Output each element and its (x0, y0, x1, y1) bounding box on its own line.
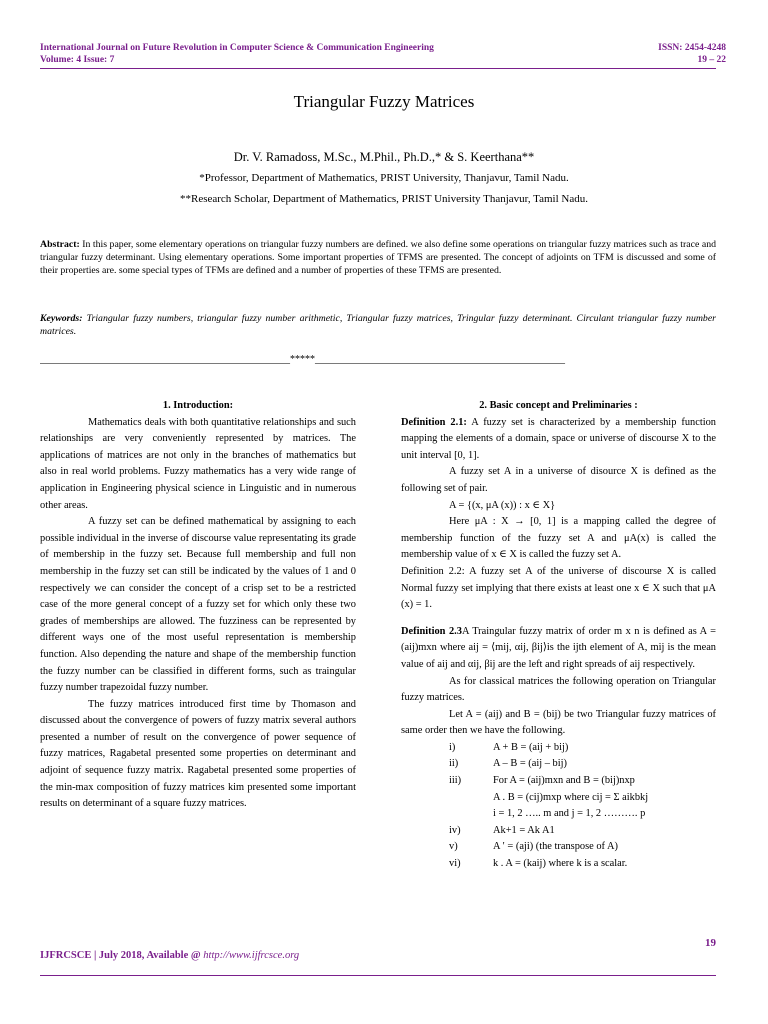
paper-authors: Dr. V. Ramadoss, M.Sc., M.Phil., Ph.D.,* & S. Keerthana** (233, 150, 535, 164)
intro-paragraph-2: A fuzzy set can be defined mathematical by assigning to each possible individual in the inverse of discourse value representating its grade of membership in the fuzzy set. Because full membership and full non membership in the fuzzy set can still be indicated by the values of 1 and 0 respectively we can consider the concept of a crisp set to be a restricted case of the more general concept of a fuzzy set for which only these two grades of memberships are allowed. The fuzziness can be represented by different ways one of the most useful representation is membership function. Also depending the nature and shape of the membership function the fuzzy number can be classified in different forms, such as traingular fuzzy number trapezoidal fuzzy number. (40, 516, 356, 694)
list-item: iv) Ak+1 = Ak A1 (449, 824, 555, 836)
keywords-text: Triangular fuzzy numbers, triangular fuzzy number arithmetic, Triangular fuzzy matrices, Tringular fuzzy determinant. Circulant triangular fuzzy number matrices. (40, 313, 716, 337)
list-item: ii) A – B = (aij – bij) (449, 758, 567, 770)
list-item: A . B = (cij)mxp where cij = Σ aikbkj (493, 791, 649, 803)
set-formula: A = {(x, μA (x)) : x ∈ X} (449, 499, 556, 511)
paper-title: Triangular Fuzzy Matrices (293, 92, 475, 111)
abstract-text: In this paper, some elementary operations on triangular fuzzy numbers are defined. we also define some operations on triangular fuzzy matrices such as trace and triangular fuzzy determinant. Using elementary operations. Some important properties of TFMS are presented. The concept of adjoints on TFM is discussed and some of their properties are. some special types of TFMs are defined and a number of properties of these TFMS are presented. (40, 239, 716, 276)
list-item: i = 1, 2 ….. m and j = 1, 2 ………. p (493, 808, 646, 820)
list-item: i) A + B = (aij + bij) (449, 741, 569, 753)
definition-2-1 (401, 415, 716, 465)
membership-line: Here μA : X → [0, 1] is a mapping called the degree of membership function of the fuzzy set A and μA(x) is called the membership value of x ∈ X is called the fuzzy set A. (401, 516, 716, 561)
journal-volume: Volume: 4 Issue: 7 (40, 55, 115, 65)
list-item: v) A ′ = (aji) (the transpose of A) (449, 841, 618, 853)
abstract-label: Abstract: (40, 239, 80, 250)
affiliation-2: **Research Scholar, Department of Mathematics, PRIST University Thanjavur, Tamil Nadu. (179, 193, 588, 205)
right-column (401, 398, 716, 873)
footer (40, 950, 299, 961)
definition-2-1-label: Definition 2.1: (401, 416, 467, 428)
footer-link[interactable]: http://www.ijfrcsce.org (203, 950, 300, 961)
operations-list (401, 740, 716, 873)
journal-header (40, 42, 560, 66)
header-rule (40, 68, 716, 69)
fuzzy-set-line: A fuzzy set A in a universe of disource X is defined as the following set of pair. (401, 466, 716, 494)
footer-text: IJFRCSCE | July 2018, Available @ (40, 950, 204, 961)
definition-2-3-text: A Traingular fuzzy matrix of order m x n is defined as A = (aij)mxn where aij = ⟨mij, αij, βij⟩is the ijth element of A, mij is the mean value of aij and αij, βij are the left and right spreads of aij respectively. (401, 625, 716, 670)
intro-paragraph-3: The fuzzy matrices introduced first time by Thomason and discussed about the convergence of powers of fuzzy matrix several authors presented a number of result on the convergence of power sequence of fuzzy matrices, Ragabetal presented some properties on determinant and adjoint of sequence fuzzy matrix. Ragabetal presented some properties of the min-max composition of fuzzy matrices kim presented some important results on determinant of a square fuzzy matrices. (40, 698, 356, 810)
let-line: Let A = (aij) and B = (bij) be two Triangular fuzzy matrices of same order then we have the following. (401, 708, 716, 737)
journal-pages: 19 – 22 (697, 55, 726, 65)
keywords (40, 312, 716, 338)
definition-2-2: Definition 2.2: A fuzzy set A of the universe of discourse X is called Normal fuzzy set implying that there exists at least one x ∈ X such that μA (x) = 1. (401, 565, 716, 611)
journal-issn-block (546, 42, 726, 66)
preliminaries-heading: 2. Basic concept and Preliminaries : (479, 400, 638, 411)
intro-paragraph-1: Mathematics deals with both quantitative relationships and such relationships are very conveniently represented by matrices. The applications of matrices are not only in the branches of mathematics but also in real world problems. Fuzzy mathematics has a very wide range of application in Engineering physical science in Linguistic and in numerous other areas. (40, 416, 356, 511)
intro-heading: 1. Introduction: (162, 400, 234, 411)
footer-rule (40, 975, 716, 976)
section-separator: __________________________________________________*****__________________________________________________ (40, 354, 565, 365)
list-item: iii) For A = (aij)mxn and B = (bij)nxp (449, 775, 635, 787)
classical-line: As for classical matrices the following operation on Triangular fuzzy matrices. (401, 675, 716, 704)
list-item: vi) k . A = (kaij) where k is a scalar. (449, 858, 628, 870)
affiliation-1: *Professor, Department of Mathematics, PRIST University, Thanjavur, Tamil Nadu. (199, 172, 569, 184)
journal-name: International Journal on Future Revolution in Computer Science & Communication Engineering (40, 43, 434, 53)
abstract (40, 238, 716, 277)
definition-2-3 (401, 624, 716, 674)
definition-2-1-text: A fuzzy set is characterized by a membership function mapping the elements of a domain, space or universe of discourse X to the unit interval [0, 1]. (401, 416, 716, 461)
definition-2-3-label: Definition 2.3 (401, 625, 462, 637)
left-column (40, 398, 356, 813)
journal-issn: ISSN: 2454-4248 (658, 43, 726, 53)
keywords-label: Keywords: (40, 313, 83, 324)
page-number: 19 (705, 937, 716, 949)
